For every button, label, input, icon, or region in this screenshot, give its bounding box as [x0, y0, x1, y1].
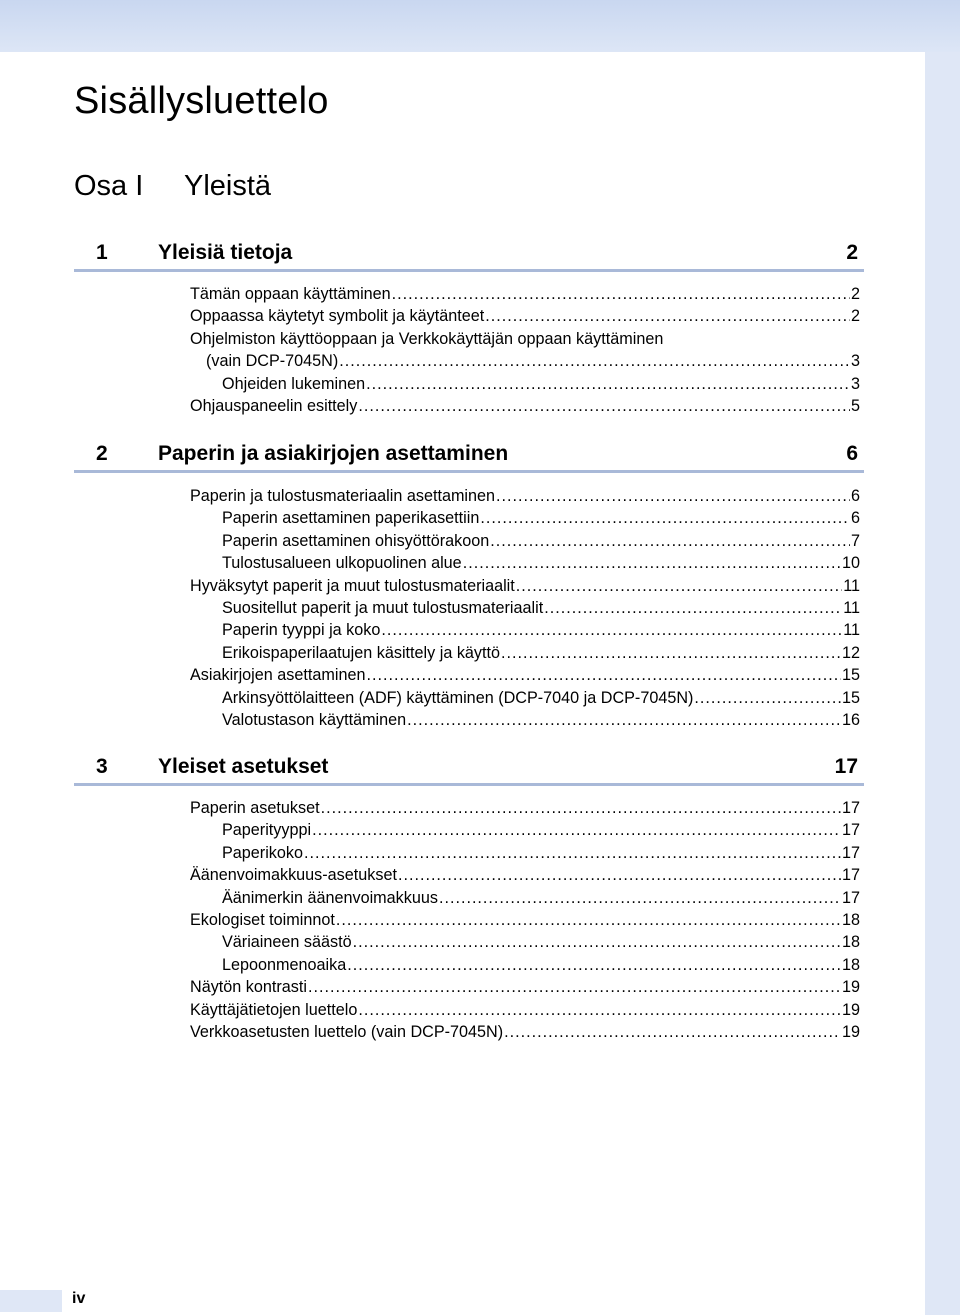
toc-entry-page: 17 [841, 843, 860, 862]
toc-entry-page: 7 [850, 531, 860, 550]
toc-entry-text: Lepoonmenoaika [222, 955, 347, 974]
toc-entry-text: Paperikoko [222, 843, 303, 862]
chapter-number: 2 [96, 442, 108, 465]
leader-dots [485, 305, 850, 327]
toc-entry-page: 15 [841, 666, 860, 685]
toc-entry-page: 19 [841, 1000, 860, 1019]
toc-entry[interactable] [74, 687, 864, 709]
leader-dots [308, 976, 841, 998]
toc-entry[interactable] [74, 305, 864, 327]
toc-entry-page: 11 [843, 621, 860, 640]
toc-entry[interactable] [74, 1021, 864, 1043]
toc-list [74, 283, 864, 417]
toc-entry-page: 3 [850, 374, 860, 393]
toc-entry-page: 19 [841, 1022, 860, 1041]
toc-entry[interactable] [74, 864, 864, 886]
toc-entry-text: Paperityyppi [222, 821, 312, 840]
toc-entry-page: 2 [850, 285, 860, 303]
toc-entry[interactable] [74, 976, 864, 998]
toc-entry-page: 12 [841, 643, 860, 662]
toc-entry[interactable] [74, 575, 864, 597]
toc-entry[interactable] [74, 797, 864, 819]
leader-dots [407, 709, 841, 731]
chapter-title: Yleisiä tietoja [158, 241, 293, 264]
leader-dots [496, 485, 850, 507]
toc-entry-text: Tämän oppaan käyttäminen [190, 285, 391, 303]
toc-entry-text: Ekologiset toiminnot [190, 910, 335, 929]
leader-dots [339, 350, 850, 372]
part-title [74, 170, 271, 203]
header-band [0, 0, 960, 52]
toc-entry-page: 17 [841, 821, 860, 840]
leader-dots [392, 283, 850, 305]
toc-entry[interactable] [74, 709, 864, 731]
toc-entry[interactable] [74, 485, 864, 507]
leader-dots [358, 999, 841, 1021]
leader-dots [501, 642, 841, 664]
chapter-heading[interactable] [74, 436, 864, 473]
toc-entry-text: Verkkoasetusten luettelo (vain DCP-7045N) [190, 1022, 504, 1041]
toc-entry[interactable] [74, 954, 864, 976]
toc-entry[interactable] [74, 507, 864, 529]
chapter-number: 3 [96, 755, 108, 778]
chapter-page: 6 [846, 442, 858, 465]
toc-entry[interactable] [74, 530, 864, 552]
toc-entry[interactable] [74, 619, 864, 641]
toc-entry-text: Suositellut paperit ja muut tulostusmateriaalit [222, 598, 544, 617]
toc-entry-text: (vain DCP-7045N) [206, 352, 339, 371]
toc-entry[interactable] [74, 664, 864, 686]
leader-dots [304, 842, 841, 864]
toc-entry-page: 17 [841, 888, 860, 907]
toc-entry-page: 2 [850, 307, 860, 326]
toc-entry-text: Asiakirjojen asettaminen [190, 666, 366, 685]
toc-entry-text: Paperin tyyppi ja koko [222, 621, 381, 640]
chapter-heading[interactable] [74, 235, 864, 272]
leader-dots [381, 619, 842, 641]
toc-entry-page: 6 [850, 487, 860, 505]
leader-dots [398, 864, 841, 886]
toc-entry-page: 11 [843, 598, 860, 617]
toc-entry-page: 3 [850, 352, 860, 371]
leader-dots [366, 664, 841, 686]
chapter-heading[interactable] [74, 749, 864, 786]
part-number: Osa I [74, 170, 144, 202]
footer-page-number: iv [72, 1290, 86, 1307]
toc-entry[interactable] [74, 597, 864, 619]
leader-dots [504, 1021, 841, 1043]
toc-entry-page: 10 [841, 554, 860, 573]
toc-entry[interactable] [74, 842, 864, 864]
leader-dots [490, 530, 850, 552]
toc-entry-text: Valotustason käyttäminen [222, 710, 407, 729]
leader-dots [347, 954, 841, 976]
leader-dots [353, 931, 841, 953]
toc-entry-page: 18 [841, 955, 860, 974]
toc-entry-text: Tulostusalueen ulkopuolinen alue [222, 554, 462, 573]
toc-entry-page: 5 [850, 396, 860, 415]
leader-dots [694, 687, 841, 709]
toc-entry-text: Ohjauspaneelin esittely [190, 396, 358, 415]
leader-dots [463, 552, 841, 574]
toc-entry-page: 6 [850, 509, 860, 528]
chapter-title: Paperin ja asiakirjojen asettaminen [158, 442, 509, 465]
toc-list [74, 485, 864, 731]
toc-entry[interactable] [74, 395, 864, 417]
toc-entry-page: 19 [841, 978, 860, 997]
toc-entry[interactable] [74, 819, 864, 841]
leader-dots [544, 597, 842, 619]
leader-dots [366, 373, 850, 395]
toc-entry-text: Äänenvoimakkuus-asetukset [190, 866, 397, 885]
toc-entry-page: 17 [841, 799, 860, 817]
toc-entry[interactable] [74, 328, 864, 350]
side-band [925, 52, 960, 1315]
toc-entry[interactable] [74, 931, 864, 953]
chapter-page: 2 [846, 241, 858, 264]
part-name: Yleistä [184, 170, 272, 202]
toc-entry-text: Ohjeiden lukeminen [222, 374, 366, 393]
toc-entry-page: 18 [841, 910, 860, 929]
leader-dots [321, 797, 841, 819]
toc-entry[interactable] [74, 909, 864, 931]
leader-dots [516, 575, 842, 597]
toc-entry-page: 17 [841, 866, 860, 885]
chapter-3 [74, 749, 864, 1043]
toc-entry[interactable] [74, 999, 864, 1021]
toc-entry-text: Näytön kontrasti [190, 978, 307, 997]
chapter-title: Yleiset asetukset [158, 755, 329, 778]
toc-entry[interactable] [74, 887, 864, 909]
toc-entry-text: Paperin asettaminen ohisyöttörakoon [222, 531, 490, 550]
toc-entry-text: Hyväksytyt paperit ja muut tulostusmateriaalit [190, 576, 515, 595]
leader-dots [312, 819, 841, 841]
toc-list [74, 797, 864, 1043]
chapter-2 [74, 436, 864, 731]
toc-entry-page: 16 [841, 710, 860, 729]
footer-band [0, 1290, 62, 1312]
toc-entry-page: 11 [843, 576, 860, 595]
toc-entry-text: Paperin ja tulostusmateriaalin asettaminen [190, 487, 496, 505]
toc-entry-text: Paperin asettaminen paperikasettiin [222, 509, 480, 528]
page-title: Sisällysluettelo [74, 80, 329, 122]
toc-entry[interactable] [74, 350, 864, 372]
toc-entry[interactable] [74, 283, 864, 305]
toc-entry-text: Erikoispaperilaatujen käsittely ja käyttö [222, 643, 501, 662]
toc-entry[interactable] [74, 552, 864, 574]
toc-entry-text: Ohjelmiston käyttöoppaan ja Verkkokäyttäjän oppaan käyttäminen [190, 329, 664, 348]
toc-entry-page: 18 [841, 933, 860, 952]
leader-dots [358, 395, 850, 417]
toc-entry-text: Oppaassa käytetyt symbolit ja käytänteet [190, 307, 485, 326]
toc-entry-text: Äänimerkin äänenvoimakkuus [222, 888, 438, 907]
toc-entry-text: Käyttäjätietojen luettelo [190, 1000, 358, 1019]
toc-entry[interactable] [74, 373, 864, 395]
leader-dots [439, 887, 841, 909]
toc-entry-text: Väriaineen säästö [222, 933, 352, 952]
toc-entry-text: Arkinsyöttölaitteen (ADF) käyttäminen (DCP-7040 ja DCP-7045N) [222, 688, 694, 707]
toc-entry-page: 15 [841, 688, 860, 707]
chapter-number: 1 [96, 241, 108, 264]
chapter-1 [74, 235, 864, 417]
leader-dots [480, 507, 850, 529]
chapter-page: 17 [834, 755, 858, 778]
toc-entry-text: Paperin asetukset [190, 799, 320, 817]
toc-entry[interactable] [74, 642, 864, 664]
leader-dots [336, 909, 841, 931]
